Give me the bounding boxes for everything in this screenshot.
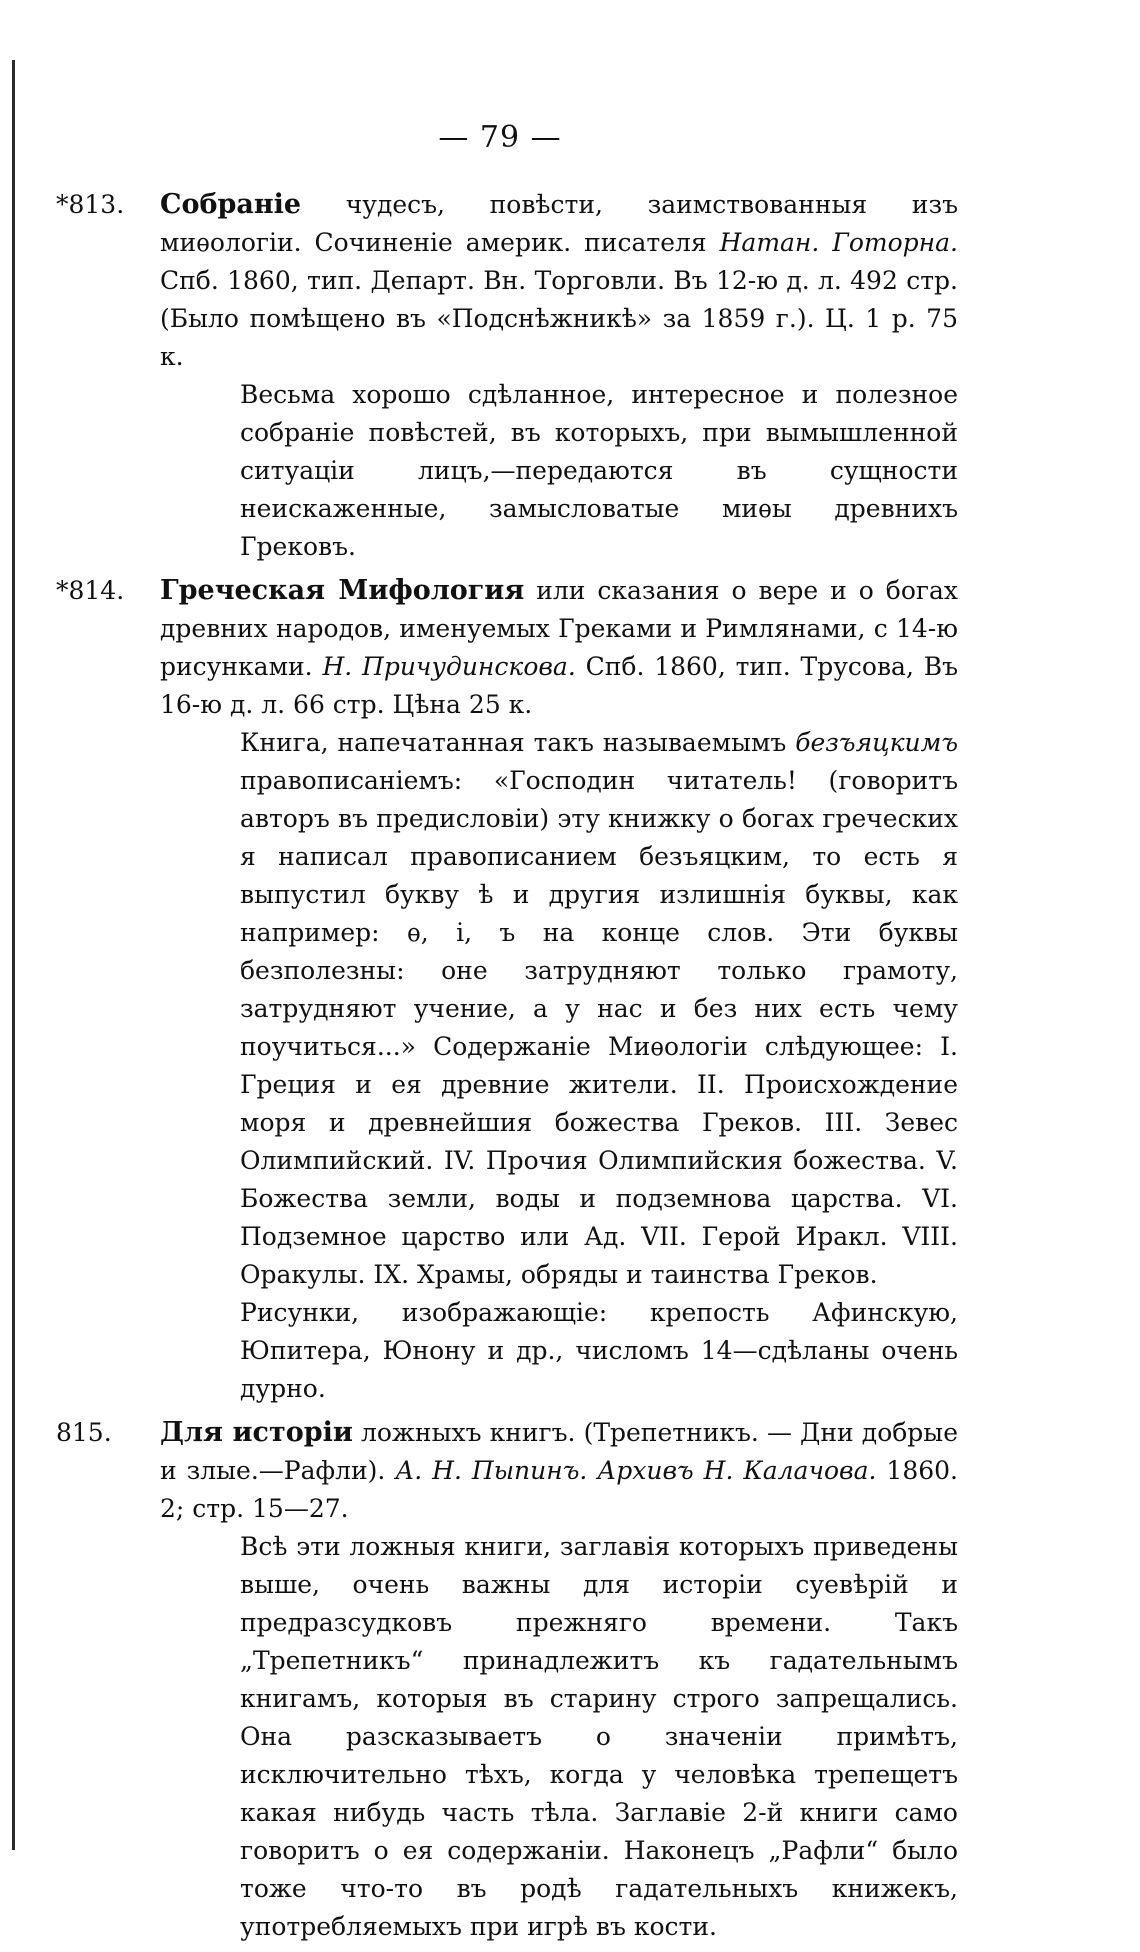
page-body	[56, 186, 959, 1952]
entry-number: 815.	[56, 1418, 112, 1447]
entry-annotation	[160, 724, 958, 1294]
entry-annotation: Всѣ эти ложныя книги, заглавія которыхъ приведены выше, очень важны для исторіи суевѣрій и предразсудковъ прежняго времени. Такъ „Трепетникъ“ принадлежитъ къ гадательнымъ книгамъ, которыя въ старину строго запрещались. Она разсказываетъ о значеніи примѣтъ, исключительно тѣхъ, когда у человѣка трепещетъ какая нибудь часть тѣла. Заглавіе 2-й книги само говоритъ о ея содержаніи. Наконецъ „Рафли“ было тоже что-то въ родѣ гадательныхъ книжекъ, употребляемыхъ при игрѣ въ кости.	[240, 1532, 958, 1941]
entry-number: *813.	[56, 190, 125, 219]
entry-title: Греческая Мифология	[160, 575, 525, 606]
entry-title: Собраніе	[160, 189, 302, 220]
entry-814	[56, 572, 959, 1408]
entry-heading	[56, 572, 959, 724]
entry-author: Н. Причудинскова.	[322, 652, 576, 681]
entry-text: ложныхъ книгъ. (Трепетникъ. — Дни добрые и злые.—Рафли).	[160, 1418, 958, 1485]
entry-text: Спб. 1860, тип. Трусова, Въ 16-ю д. л. 66 стр. Цѣна 25 к.	[160, 652, 958, 719]
entry-number: *814.	[56, 576, 125, 605]
entry-815	[56, 1414, 958, 1946]
entry-text: или сказания о вере и о богах древних народов, именуемых Греками и Римлянами, с 14-ю рисунками.	[160, 576, 959, 681]
entry-author: А. Н. Пыпинъ. Архивъ Н. Калачова.	[395, 1456, 877, 1485]
entry-author: Натан. Готорна.	[719, 228, 958, 257]
entry-heading	[56, 1414, 958, 1528]
entry-text: 1860. 2; стр. 15—27.	[160, 1456, 958, 1523]
annotation-text: правописаніемъ: «Господин читатель! (говоритъ авторъ въ предисловіи) эту книжку о богах греческих я написал правописанием безъяцким, то есть я выпустил букву ѣ и другия излишнія буквы, как например: ѳ, і, ъ на конце слов. Эти буквы безполезны: оне затрудняют только грамоту, затрудняют учение, а у нас и без них есть чему поучиться...» Содержаніе Миѳологіи слѣдующее: I. Греция и ея древние жители. II. Происхождение моря и древнейшия божества Греков. III. Зевес Олимпийский. IV. Прочия Олимпийския божества. V. Божества земли, воды и подземнова царства. VI. Подземное царство или Ад. VII. Герой Иракл. VIII. Оракулы. IX. Храмы, обряды и таинства Греков.	[240, 766, 958, 1289]
annotation-text: Книга, напечатанная такъ называемымъ	[240, 728, 796, 757]
entry-annotation: Рисунки, изображающіе: крепость Афинскую, Юпитера, Юнону и др., числомъ 14—сдѣланы очень дурно.	[240, 1298, 958, 1403]
entry-text: чудесъ, повѣсти, заимствованныя изъ миѳологіи. Сочиненіе америк. писателя	[160, 190, 958, 257]
margin-rule	[12, 60, 15, 1850]
entry-title: Для исторіи	[160, 1417, 353, 1448]
entry-813	[56, 186, 958, 566]
entry-text: Спб. 1860, тип. Департ. Вн. Торговли. Въ 12-ю д. л. 492 стр. (Было помѣщено въ «Подснѣжникѣ» за 1859 г.). Ц. 1 р. 75 к.	[160, 266, 958, 371]
entry-annotation: Весьма хорошо сдѣланное, интересное и полезное собраніе повѣстей, въ которыхъ, при вымышленной ситуаціи лицъ,—передаются въ сущности неискаженные, замысловатые миѳы древнихъ Грековъ.	[240, 380, 958, 561]
annotation-italic-term: безъяцкимъ	[795, 728, 958, 757]
page-number: — 79 —	[438, 120, 562, 155]
entry-heading	[56, 186, 958, 376]
